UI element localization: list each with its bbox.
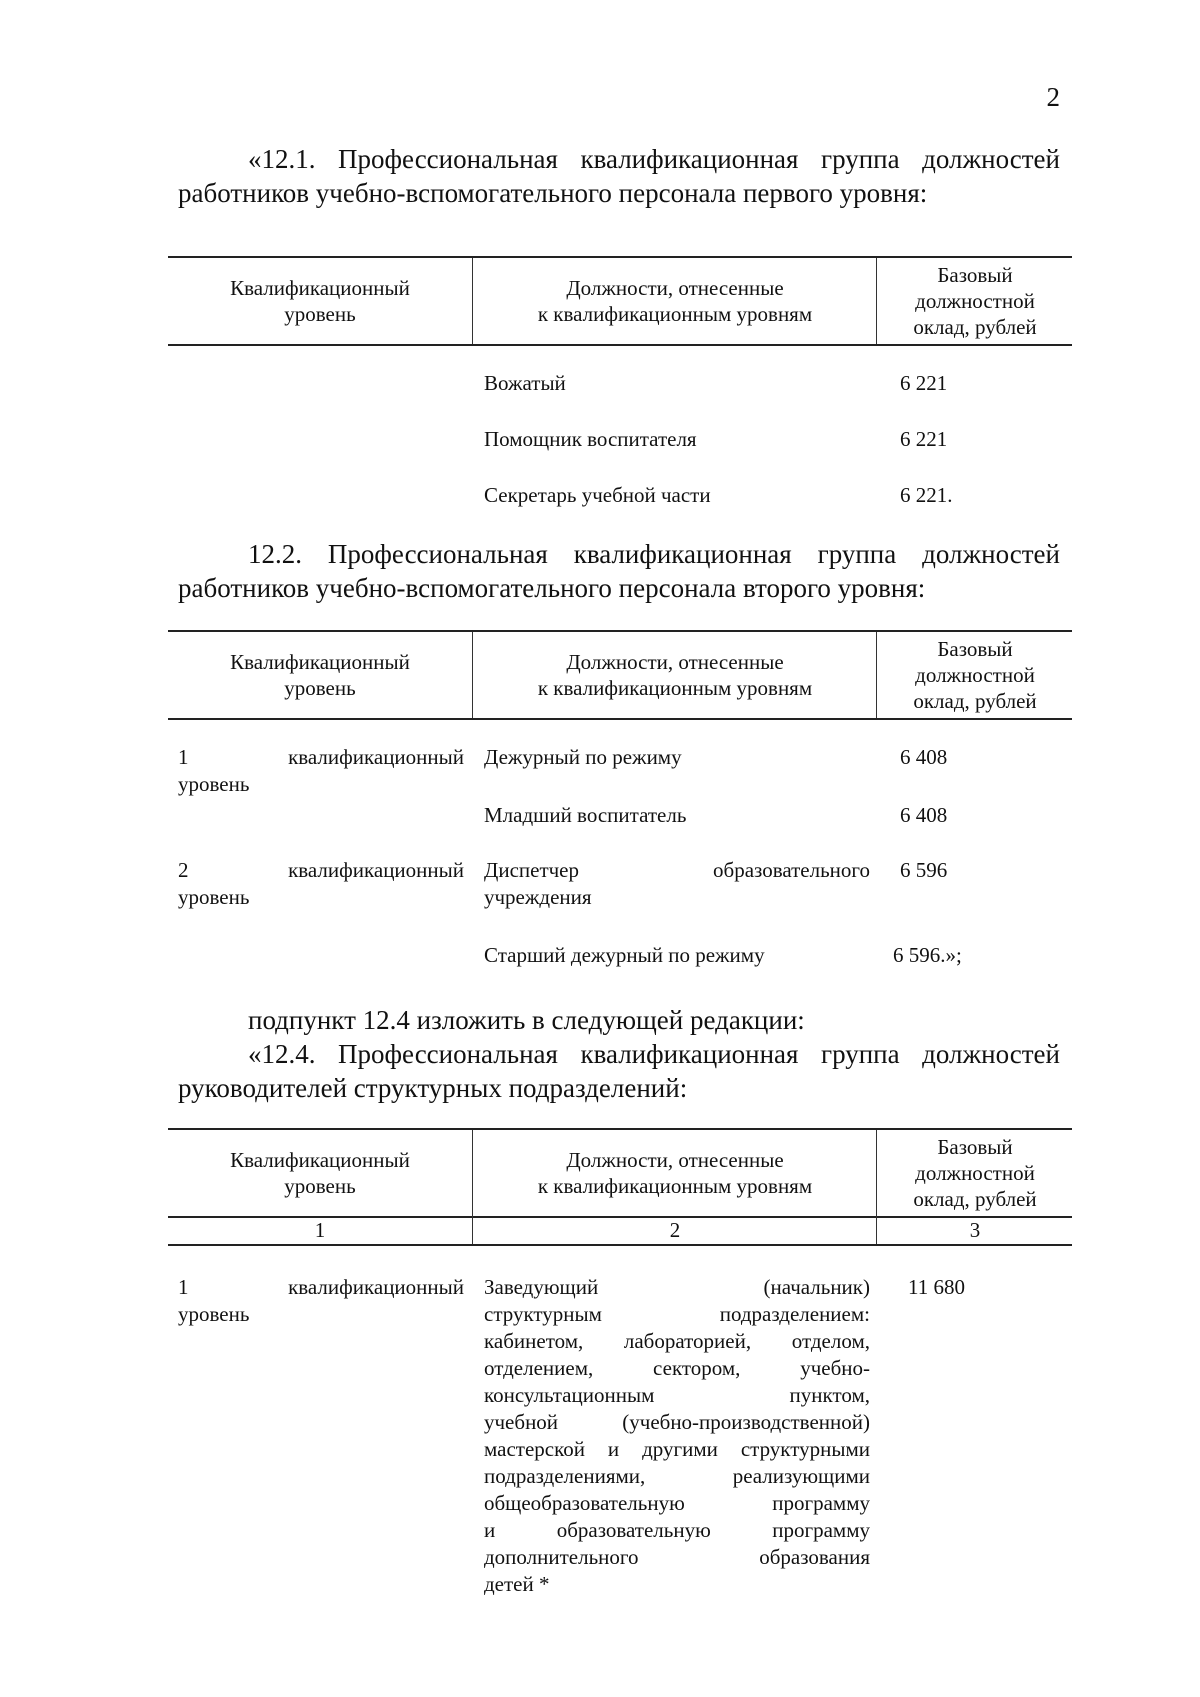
heading-line: 12.2. Профессиональная квалификационная группа должностей: [248, 539, 1060, 569]
heading-line: «12.4. Профессиональная квалификационная группа должностей: [248, 1039, 1060, 1069]
section-12-1-heading: [178, 142, 1060, 210]
heading-line: работников учебно-вспомогательного персонала первого уровня:: [178, 178, 928, 208]
heading-line: «12.1. Профессиональная квалификационная группа должностей: [248, 144, 1060, 174]
table-row-position: Помощник воспитателя: [484, 427, 697, 451]
table-row-level: 1 квалификационный уровень: [178, 1275, 464, 1326]
table-row-salary: 6 596.»;: [893, 943, 962, 967]
heading-line: руководителей структурных подразделений:: [178, 1073, 688, 1103]
table-row-salary: 6 221: [900, 427, 948, 451]
section-12-2-heading: [178, 537, 1060, 605]
table-row-level: 2 квалификационный уровень: [178, 858, 464, 909]
table-row-salary: 11 680: [908, 1275, 965, 1299]
table-12-4-header: [168, 1128, 1072, 1218]
table-12-4-column-numbers: [168, 1216, 1072, 1246]
header-qualification-level: Квалификационный уровень: [230, 276, 410, 326]
header-qualification-level: Квалификационный уровень: [230, 650, 410, 700]
table-row-level: 1 квалификационный уровень: [178, 745, 464, 796]
header-positions: Должности, отнесенные к квалификационным уровням: [472, 632, 877, 718]
header-qualification-level: Квалификационный уровень: [230, 1148, 410, 1198]
page-number: 2: [1046, 82, 1060, 112]
header-base-salary: Базовый должностной оклад, рублей: [876, 1130, 1073, 1216]
column-number: 1: [314, 1218, 326, 1242]
section-12-4-heading: [178, 1003, 1060, 1105]
subpoint-text: подпункт 12.4 изложить в следующей редакции:: [248, 1005, 805, 1035]
table-row-salary: 6 221.: [900, 483, 953, 507]
header-positions: Должности, отнесенные к квалификационным уровням: [472, 1130, 877, 1216]
table-row-position: Старший дежурный по режиму: [484, 943, 765, 967]
column-number: 3: [876, 1216, 1073, 1244]
table-row-salary: 6 596: [900, 858, 948, 882]
header-base-salary: Базовый должностной оклад, рублей: [876, 632, 1073, 718]
table-12-2-header: [168, 630, 1072, 720]
table-row-position: Младший воспитатель: [484, 803, 687, 827]
table-12-1-header: [168, 256, 1072, 346]
header-base-salary: Базовый должностной оклад, рублей: [876, 258, 1073, 344]
table-row-position: Вожатый: [484, 371, 566, 395]
heading-line: работников учебно-вспомогательного персонала второго уровня:: [178, 573, 926, 603]
table-row-salary: 6 408: [900, 745, 948, 769]
table-row-position: Диспетчер образовательного учреждения: [484, 858, 870, 909]
header-positions: Должности, отнесенные к квалификационным уровням: [472, 258, 877, 344]
table-row-position: Дежурный по режиму: [484, 745, 682, 769]
column-number: 2: [472, 1216, 877, 1244]
table-row-position: Заведующий (начальник) структурным подразделением: кабинетом, лабораторией, отделом, отделением, сектором, учебно- консультационным пунктом, учебной (учебно-производственной) мастерской и другими структурными подразделениями, реализующими общеобразовательную программу и образовательную программу дополнительного образования детей *: [484, 1275, 870, 1596]
table-row-salary: 6 221: [900, 371, 948, 395]
table-row-salary: 6 408: [900, 803, 948, 827]
table-row-position: Секретарь учебной части: [484, 483, 711, 507]
